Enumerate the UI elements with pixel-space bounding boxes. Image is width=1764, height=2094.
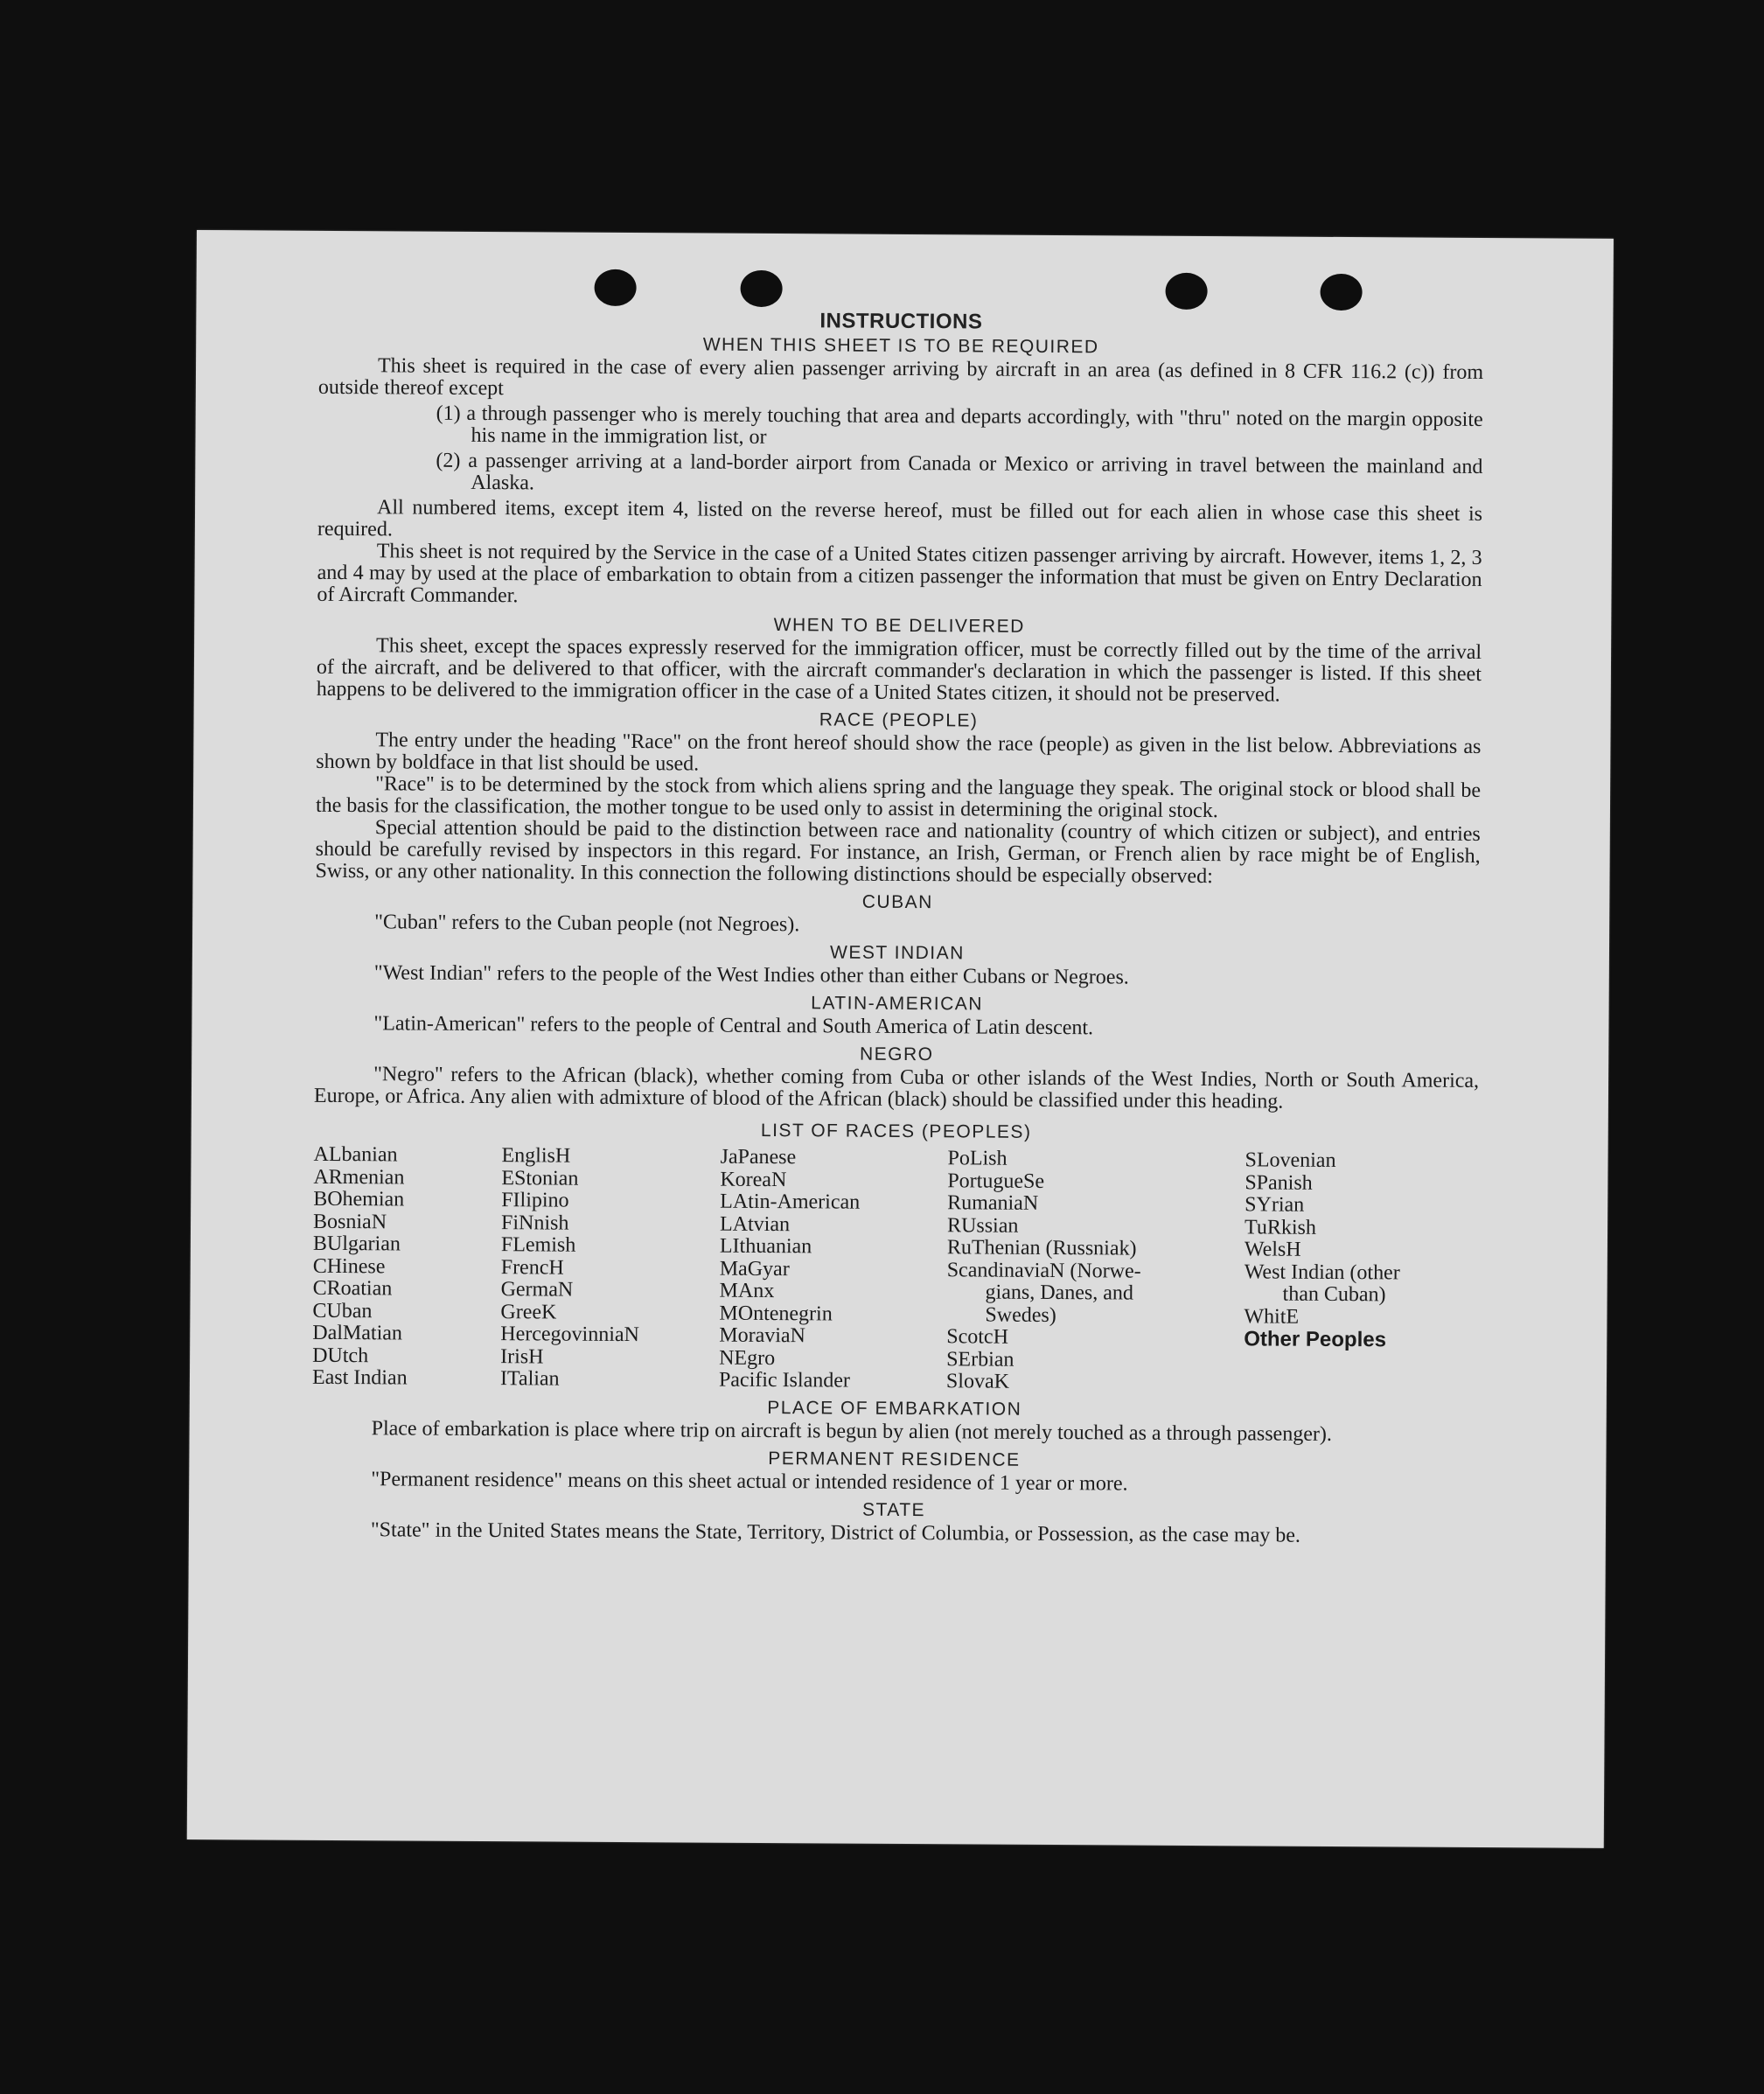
race-item: BosniaN bbox=[312, 1210, 387, 1233]
race-item: TuRkish bbox=[1244, 1215, 1316, 1239]
punch-hole bbox=[594, 269, 636, 306]
paragraph: This sheet is required in the case of every alien passenger arriving by aircraft in an area (as defined in 8 CFR 116.2 (c)) from outside thereof except bbox=[317, 354, 1484, 401]
race-item: FIlipino bbox=[501, 1189, 569, 1212]
race-item: IrisH bbox=[500, 1344, 544, 1368]
race-item: CHinese bbox=[312, 1254, 386, 1278]
race-item: GreeK bbox=[500, 1300, 557, 1324]
paragraph: "Cuban" refers to the Cuban people (not Negroes). bbox=[374, 911, 800, 937]
race-item: FrencH bbox=[500, 1255, 564, 1280]
race-item: ScandinaviaN (Norwe- bbox=[946, 1258, 1141, 1283]
race-column bbox=[719, 1147, 948, 1393]
race-item: ITalian bbox=[499, 1367, 560, 1391]
section-heading: PLACE OF EMBARKATION bbox=[767, 1397, 1022, 1420]
section-heading: RACE (PEOPLE) bbox=[819, 709, 979, 731]
race-item: gians, Danes, and bbox=[985, 1281, 1133, 1305]
section-heading: LIST OF RACES (PEOPLES) bbox=[760, 1120, 1032, 1142]
race-item: RumaniaN bbox=[947, 1191, 1039, 1215]
race-item: East Indian bbox=[311, 1365, 408, 1390]
race-item: MaGyar bbox=[719, 1257, 790, 1281]
race-item: CRoatian bbox=[312, 1276, 393, 1301]
race-item: KoreaN bbox=[720, 1168, 787, 1191]
race-item: than Cuban) bbox=[1282, 1282, 1386, 1307]
paragraph: "West Indian" refers to the people of the West Indies other than either Cubans or Negroes. bbox=[373, 961, 1129, 989]
punch-hole bbox=[1320, 274, 1362, 311]
race-item: EnglisH bbox=[501, 1144, 571, 1168]
instruction-sheet bbox=[187, 230, 1614, 1848]
paragraph: Place of embarkation is place where trip on aircraft is begun by alien (not merely touched as a through passenger). bbox=[371, 1416, 1332, 1446]
punch-hole bbox=[1165, 273, 1207, 310]
list-item: (1) a through passenger who is merely touching that area and departs accordingly, with "thru" noted on the margin opposite his name in the immigration list, or bbox=[436, 401, 1483, 449]
race-item: CUban bbox=[312, 1299, 373, 1323]
paragraph: "Permanent residence" means on this sheet actual or intended residence of 1 year or more. bbox=[371, 1467, 1128, 1496]
race-list bbox=[312, 1144, 1479, 1397]
section-heading: NEGRO bbox=[859, 1044, 934, 1065]
section-heading: WHEN TO BE DELIVERED bbox=[773, 615, 1025, 637]
instructions-content bbox=[311, 306, 1484, 1548]
race-item: DUtch bbox=[312, 1344, 369, 1367]
paragraph: Special attention should be paid to the distinction between race and nationality (country of which citizen or subject), and entries should be carefully revised by inspectors in this regard. For instance, an Irish, German, or French alien by race might be of English, Swiss, or any other nationality. In this connection the following distinctions should be especially observed: bbox=[315, 816, 1481, 889]
race-item: BUlgarian bbox=[312, 1232, 401, 1256]
paragraph: "State" in the United States means the State, Territory, District of Columbia, or Possession, as the case may be. bbox=[370, 1518, 1301, 1547]
race-item: WhitE bbox=[1244, 1304, 1300, 1329]
race-item: FLemish bbox=[500, 1233, 576, 1257]
paragraph: This sheet is not required by the Service in the case of a United States citizen passenger arriving by aircraft. However, items 1, 2, 3 and 4 may by used at the place of embarkation to obtain from a citizen passenger the information that must be given on Entry Declaration of Aircraft Commander. bbox=[317, 540, 1482, 608]
race-item: DalMatian bbox=[312, 1321, 403, 1345]
race-item: PoLish bbox=[947, 1147, 1008, 1170]
race-item: ARmenian bbox=[313, 1165, 405, 1189]
race-column bbox=[946, 1148, 1245, 1395]
race-item: SYrian bbox=[1245, 1193, 1305, 1217]
race-item: BOhemian bbox=[313, 1187, 405, 1211]
section-heading: WHEN THIS SHEET IS TO BE REQUIRED bbox=[702, 334, 1099, 358]
race-item: LAtin-American bbox=[720, 1190, 861, 1214]
race-item: MAnx bbox=[719, 1279, 775, 1303]
race-item: ALbanian bbox=[313, 1142, 398, 1167]
race-item: GermaN bbox=[500, 1278, 574, 1302]
race-item: JaPanese bbox=[720, 1145, 797, 1169]
race-column bbox=[312, 1144, 502, 1391]
paragraph: "Negro" refers to the African (black), whether coming from Cuba or other islands of the West Indies, North or South America, Europe, or Africa. Any alien with admixture of blood of the African (black) should be classified under this heading. bbox=[313, 1063, 1480, 1113]
section-heading: WEST INDIAN bbox=[829, 942, 965, 964]
section-heading: LATIN-AMERICAN bbox=[811, 993, 984, 1015]
page-title: INSTRUCTIONS bbox=[819, 309, 983, 334]
race-column bbox=[1244, 1149, 1479, 1396]
section-heading: STATE bbox=[861, 1499, 926, 1520]
race-item: RUssian bbox=[946, 1213, 1019, 1238]
race-column bbox=[500, 1145, 721, 1392]
race-item: SErbian bbox=[946, 1347, 1014, 1372]
paragraph: All numbered items, except item 4, listed on the reverse hereof, must be filled out for each alien in whose case this sheet is required. bbox=[317, 496, 1483, 541]
paragraph: This sheet, except the spaces expressly reserved for the immigration officer, must be correctly filled out by the time of the arrival of the aircraft, and be delivered to that officer, with the aircraft commander's declaration in which the passenger is listed. If this sheet happens to be delivered to the immigration officer in the case of a United States citizen, it should not be preserved. bbox=[316, 634, 1482, 707]
paragraph: "Latin-American" refers to the people of Central and South America of Latin descent. bbox=[373, 1012, 1094, 1040]
race-item: LAtvian bbox=[719, 1212, 791, 1236]
race-item: ScotcH bbox=[946, 1325, 1009, 1349]
paragraph: "Race" is to be determined by the stock from which aliens spring and the language they speak. The original stock or blood shall be the basis for the classification, the mother tongue to be used only to assist in determining the original stock. bbox=[315, 772, 1482, 823]
race-item: Other Peoples bbox=[1244, 1327, 1387, 1352]
race-item: WelsH bbox=[1244, 1238, 1301, 1261]
paragraph: The entry under the heading "Race" on the front hereof should show the race (people) as given in the list below. Abbreviations as shown by boldface in that list should be used. bbox=[316, 729, 1482, 776]
section-heading: PERMANENT RESIDENCE bbox=[768, 1448, 1021, 1470]
race-item: FiNnish bbox=[500, 1211, 569, 1235]
race-item: RuThenian (Russniak) bbox=[946, 1236, 1137, 1260]
race-item: HercegovinniaN bbox=[500, 1323, 639, 1347]
race-item: MoraviaN bbox=[719, 1323, 806, 1348]
race-item: NEgro bbox=[719, 1346, 776, 1370]
race-item: LIthuanian bbox=[719, 1234, 812, 1259]
race-item: SlovaK bbox=[945, 1370, 1010, 1393]
race-item: Swedes) bbox=[985, 1303, 1056, 1327]
section-heading: CUBAN bbox=[861, 891, 933, 913]
race-item: MOntenegrin bbox=[719, 1302, 833, 1325]
race-item: SPanish bbox=[1245, 1170, 1313, 1195]
race-item: Pacific Islander bbox=[718, 1368, 850, 1393]
race-item: EStonian bbox=[501, 1166, 579, 1190]
list-item: (2) a passenger arriving at a land-border airport from Canada or Mexico or arriving in travel between the mainland and Alaska. bbox=[436, 449, 1483, 495]
race-item: West Indian (other bbox=[1244, 1260, 1400, 1284]
race-item: SLovenian bbox=[1245, 1148, 1336, 1172]
race-item: PortugueSe bbox=[947, 1169, 1045, 1193]
punch-hole bbox=[740, 270, 782, 307]
